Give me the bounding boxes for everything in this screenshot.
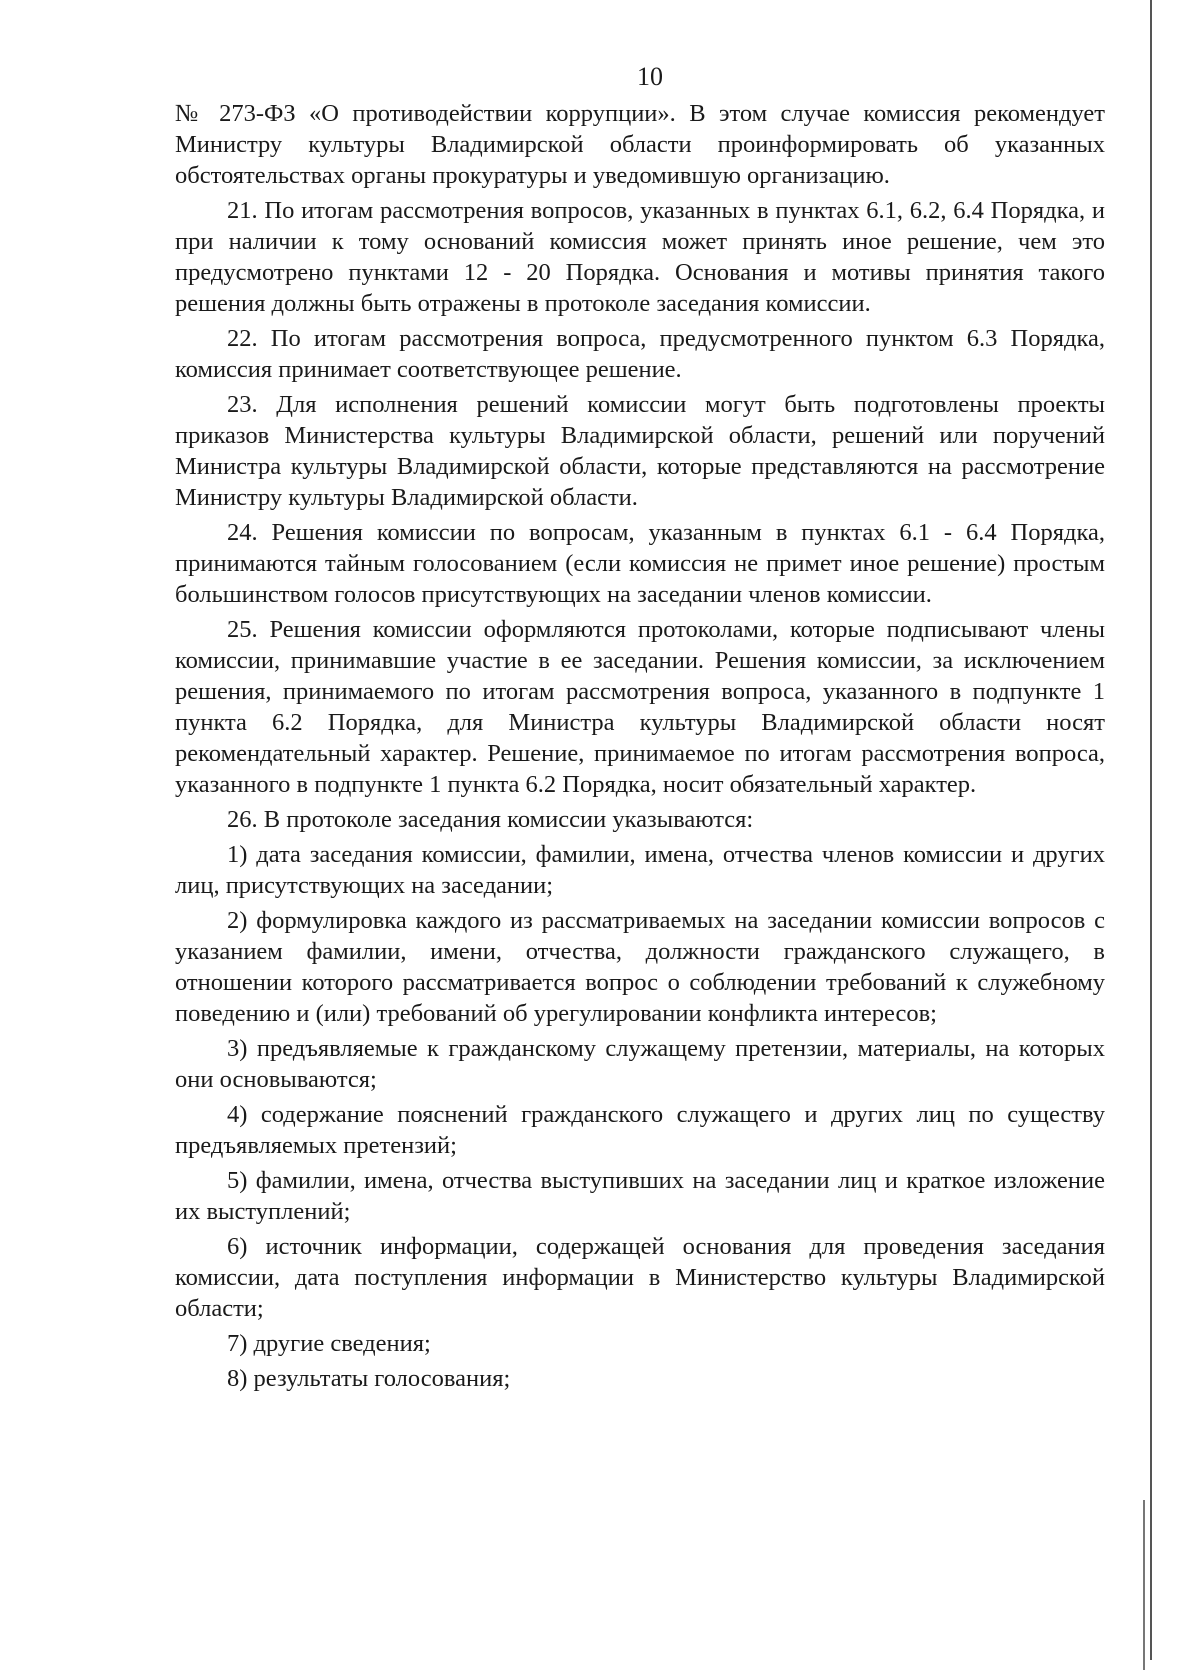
paragraph-24: 24. Решения комиссии по вопросам, указанным в пунктах 6.1 - 6.4 Порядка, принимаются тайным голосованием (если комиссия не примет иное решение) простым большинством голосов присутствующих на заседании членов комиссии. xyxy=(175,519,1105,608)
paragraph-continuation: № 273-ФЗ «О противодействии коррупции». В этом случае комиссия рекомендует Министру культуры Владимирской области проинформировать об указанных обстоятельствах органы прокуратуры и уведомившую организацию. xyxy=(175,100,1105,189)
scan-edge-line xyxy=(1150,0,1152,1660)
paragraph-21: 21. По итогам рассмотрения вопросов, указанных в пунктах 6.1, 6.2, 6.4 Порядка, и при наличии к тому оснований комиссия может принять иное решение, чем это предусмотрено пунктами 12 - 20 Порядка. Основания и мотивы принятия такого решения должны быть отражены в протоколе заседания комиссии. xyxy=(175,197,1105,317)
paragraph-22: 22. По итогам рассмотрения вопроса, предусмотренного пунктом 6.3 Порядка, комиссия принимает соответствующее решение. xyxy=(175,325,1105,383)
paragraph-23: 23. Для исполнения решений комиссии могут быть подготовлены проекты приказов Министерства культуры Владимирской области, решений или поручений Министра культуры Владимирской области, которые представляются на рассмотрение Министру культуры Владимирской области. xyxy=(175,391,1105,511)
list-item-6: 6) источник информации, содержащей основания для проведения заседания комиссии, дата поступления информации в Министерство культуры Владимирской области; xyxy=(175,1233,1105,1322)
list-item-3: 3) предъявляемые к гражданскому служащему претензии, материалы, на которых они основываются; xyxy=(175,1035,1105,1093)
list-item-2: 2) формулировка каждого из рассматриваемых на заседании комиссии вопросов с указанием фамилии, имени, отчества, должности гражданского служащего, в отношении которого рассматривается вопрос о соблюдении требований к служебному поведению и (или) требований об урегулировании конфликта интересов; xyxy=(175,907,1105,1027)
list-item-5: 5) фамилии, имена, отчества выступивших на заседании лиц и краткое изложение их выступлений; xyxy=(175,1167,1105,1225)
document-body xyxy=(175,98,1105,1398)
list-item-1: 1) дата заседания комиссии, фамилии, имена, отчества членов комиссии и других лиц, присутствующих на заседании; xyxy=(175,841,1105,899)
scan-edge-mark xyxy=(1143,1500,1145,1670)
page-number: 10 xyxy=(637,62,663,91)
paragraph-25: 25. Решения комиссии оформляются протоколами, которые подписывают члены комиссии, принимавшие участие в ее заседании. Решения комиссии, за исключением решения, принимаемого по итогам рассмотрения вопроса, указанного в подпункте 1 пункта 6.2 Порядка, для Министра культуры Владимирской области носят рекомендательный характер. Решение, принимаемое по итогам рассмотрения вопроса, указанного в подпункте 1 пункта 6.2 Порядка, носит обязательный характер. xyxy=(175,616,1105,798)
paragraph-26: 26. В протоколе заседания комиссии указываются: xyxy=(227,806,754,833)
list-item-7: 7) другие сведения; xyxy=(227,1330,431,1357)
list-item-4: 4) содержание пояснений гражданского служащего и других лиц по существу предъявляемых претензий; xyxy=(175,1101,1105,1159)
list-item-8: 8) результаты голосования; xyxy=(227,1365,511,1392)
